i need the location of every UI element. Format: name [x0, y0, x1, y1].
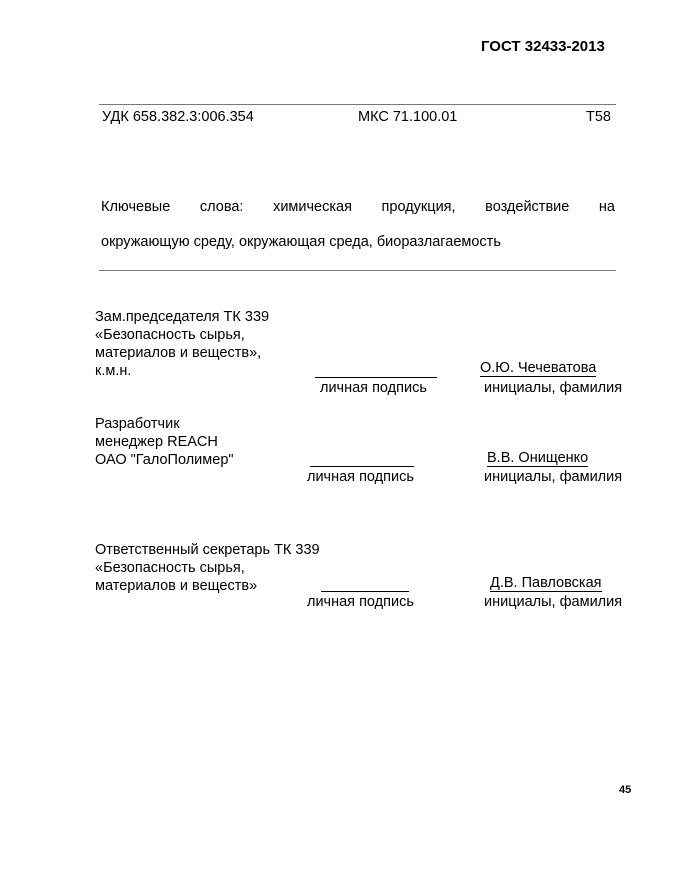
top-rule — [99, 104, 616, 105]
position-line: материалов и веществ», — [95, 345, 262, 361]
name-caption-2: инициалы, фамилия — [484, 469, 623, 485]
signature-caption-1: личная подпись — [320, 380, 427, 396]
position-line: «Безопасность сырья, — [95, 327, 245, 343]
bottom-rule — [99, 270, 616, 271]
udk-code: УДК 658.382.3:006.354 — [102, 109, 254, 125]
position-line: к.м.н. — [95, 363, 132, 379]
name-caption-3: инициалы, фамилия — [484, 594, 623, 610]
classification-code: Т58 — [586, 109, 611, 125]
signature-caption-2: личная подпись — [307, 469, 414, 485]
position-line: материалов и веществ» — [95, 578, 258, 594]
keywords-line-1: Ключевые слова: химическая продукция, воздействие на — [101, 199, 615, 215]
position-line: Ответственный секретарь ТК 339 — [95, 542, 320, 558]
signature-line-2 — [310, 466, 414, 467]
page-number: 45 — [619, 784, 632, 796]
position-line: ОАО "ГалоПолимер" — [95, 452, 234, 468]
mks-code: МКС 71.100.01 — [358, 109, 458, 125]
position-line: «Безопасность сырья, — [95, 560, 245, 576]
keywords-line-2: окружающую среду, окружающая среда, биоразлагаемость — [101, 234, 501, 250]
standard-designation: ГОСТ 32433-2013 — [481, 38, 605, 55]
signatory-2-name: В.В. Онищенко — [487, 450, 589, 466]
position-line: Зам.председателя ТК 339 — [95, 309, 270, 325]
signatory-3-name: Д.В. Павловская — [490, 575, 602, 591]
name-caption-1: инициалы, фамилия — [484, 380, 623, 396]
position-line: менеджер REACH — [95, 434, 218, 450]
signature-caption-3: личная подпись — [307, 594, 414, 610]
signature-line-1 — [315, 377, 437, 378]
signatory-1-position — [95, 308, 269, 380]
signatory-3-position — [95, 541, 320, 595]
signatory-1-name: О.Ю. Чечеватова — [480, 360, 597, 376]
signatory-2-position — [95, 415, 234, 469]
signature-line-3 — [321, 591, 409, 592]
position-line: Разработчик — [95, 416, 180, 432]
